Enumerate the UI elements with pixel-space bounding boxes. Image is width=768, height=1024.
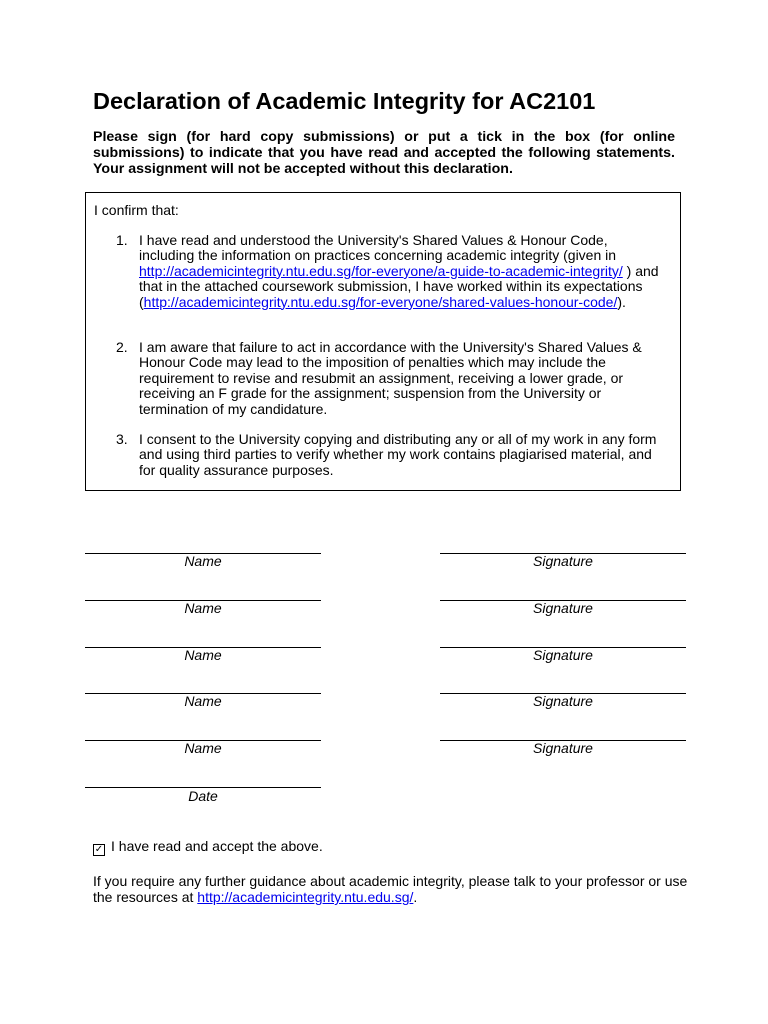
statement-number: 2.	[116, 339, 128, 355]
name-label: Name	[184, 647, 222, 663]
confirm-heading: I confirm that:	[94, 202, 179, 218]
statement-number: 1.	[116, 232, 128, 248]
declaration-box	[85, 192, 681, 491]
statement-2	[116, 340, 666, 417]
date-label: Date	[188, 788, 218, 804]
guidance-end: .	[413, 889, 418, 905]
accept-label: I have read and accept the above.	[111, 838, 323, 854]
name-label: Name	[184, 693, 222, 709]
signature-label: Signature	[533, 553, 593, 569]
statement-text: ) and that in the attached coursework submission, I have worked within its expectations (	[139, 262, 659, 310]
statement-1	[116, 233, 666, 310]
statement-text: ).	[617, 293, 626, 310]
signature-label: Signature	[533, 693, 593, 709]
statement-text: I have read and understood the University's Shared Values & Honour Code, including the information on practices concerning academic integrity (given in	[139, 232, 617, 264]
statement-text: I am aware that failure to act in accordance with the University's Shared Values & Honour Code may lead to the imposition of penalties which may include the requirement to revise and resubmit an assignment, receiving a lower grade, or receiving an F grade for the assignment; suspension from the University or termination of my candidature.	[139, 339, 642, 417]
resources-link[interactable]: http://academicintegrity.ntu.edu.sg/	[197, 889, 414, 905]
accept-statement[interactable]	[93, 838, 323, 856]
guidance-note	[93, 873, 693, 905]
honour-code-link[interactable]: http://academicintegrity.ntu.edu.sg/for-everyone/shared-values-honour-code/	[143, 293, 618, 310]
intro-instructions: Please sign (for hard copy submissions) or put a tick in the box (for online submissions) to indicate that you have read and accepted the following statements. Your assignment will not be accepted without this declaration.	[93, 129, 675, 177]
signature-label: Signature	[533, 740, 593, 756]
name-label: Name	[184, 740, 222, 756]
accept-checkbox[interactable]: ✓	[94, 844, 104, 855]
statement-text: I consent to the University copying and distributing any or all of my work in any form and using third parties to verify whether my work contains plagiarised material, and for quality assurance purposes.	[139, 431, 657, 478]
guidance-text: If you require any further guidance about academic integrity, please talk to your professor or use the resources at	[93, 873, 688, 905]
signature-label: Signature	[533, 647, 593, 663]
guide-link[interactable]: http://academicintegrity.ntu.edu.sg/for-everyone/a-guide-to-academic-integrity/	[139, 262, 623, 279]
statement-3	[116, 432, 666, 478]
statement-number: 3.	[116, 431, 128, 447]
name-label: Name	[184, 600, 222, 616]
name-label: Name	[184, 553, 222, 569]
document-title: Declaration of Academic Integrity for AC2101	[93, 88, 596, 114]
signature-label: Signature	[533, 600, 593, 616]
